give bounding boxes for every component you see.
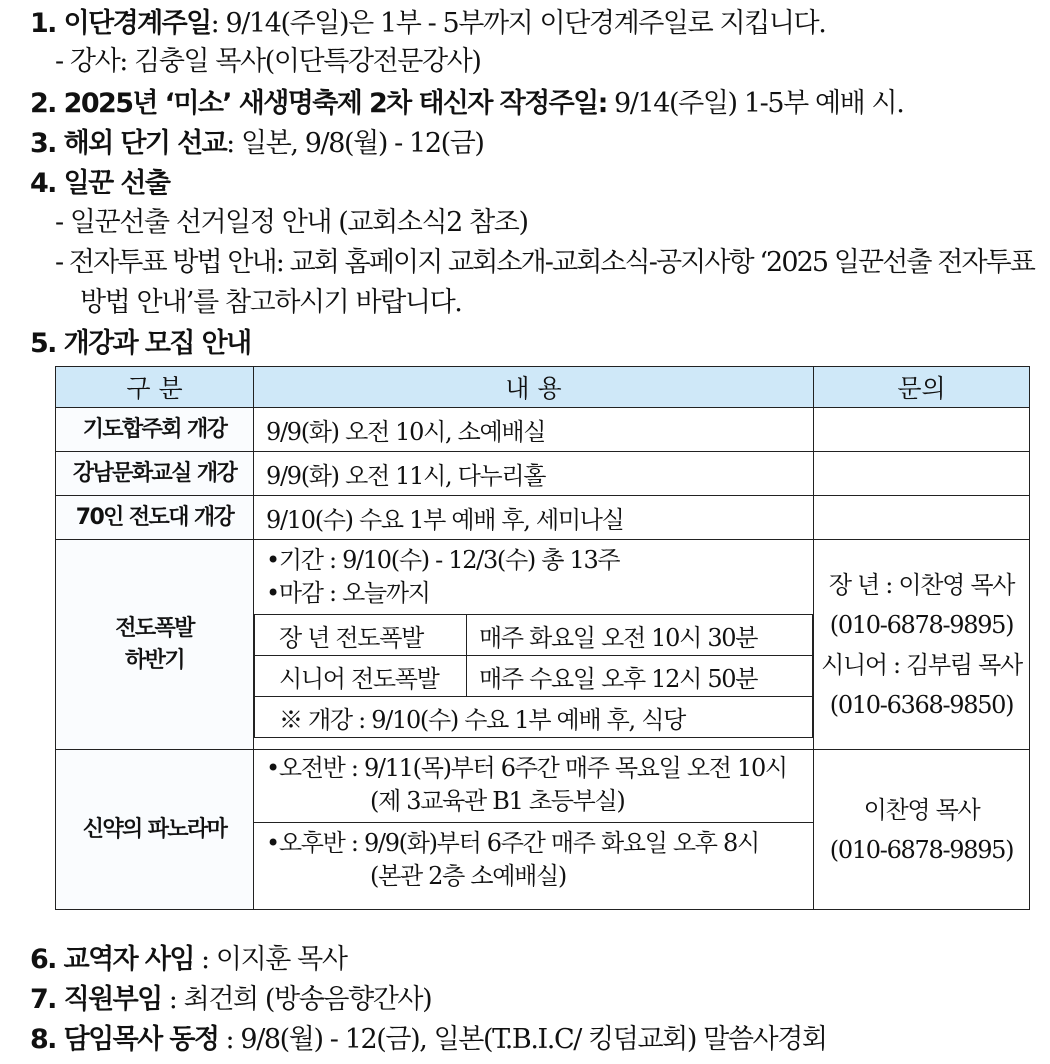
- notice-6-title: 교역자 사임: [63, 944, 194, 975]
- notice-3-number: 3.: [30, 128, 64, 159]
- notice-8-number: 8.: [30, 1024, 64, 1055]
- notice-7-title: 직원부임: [63, 984, 162, 1015]
- notice-6-text: : 이지훈 목사: [193, 944, 347, 975]
- evangelism-category: [56, 540, 254, 750]
- notice-4-title: 일꾼 선출: [63, 168, 170, 199]
- notice-1-text: : 9/14(주일)은 1부 - 5부까지 이단경계주일로 지킵니다.: [210, 8, 826, 39]
- evangelism-class-row: [255, 615, 813, 656]
- evangelism-opening-row: [255, 697, 813, 738]
- notice-7: [30, 982, 431, 1018]
- evangelism-content: [254, 540, 814, 750]
- evangelism-opening: ※ 개강 : 9/10(수) 수요 1부 예배 후, 식당: [255, 697, 813, 738]
- row-category: 강남문화교실 개강: [56, 452, 254, 496]
- notice-1-title: 이단경계주일: [63, 8, 211, 39]
- nt-category: 신약의 파노라마: [56, 750, 254, 910]
- notice-7-number: 7.: [30, 984, 64, 1015]
- row-content: 9/9(화) 오전 11시, 다누리홀: [254, 452, 814, 496]
- notice-3-title: 해외 단기 선교: [63, 128, 227, 159]
- evangelism-period: •기간 : 9/10(수) - 12/3(수) 총 13주: [266, 546, 620, 574]
- row-inquiry: [814, 452, 1030, 496]
- notice-4-number: 4.: [30, 168, 64, 199]
- notice-2-text: 9/14(주일) 1-5부 예배 시.: [606, 88, 904, 119]
- evangelism-category-line-1: 전도폭발: [115, 615, 194, 641]
- row-inquiry: [814, 496, 1030, 540]
- notice-1-sub: - 강사: 김충일 목사(이단특강전문강사): [55, 46, 481, 77]
- row-category: 70인 전도대 개강: [56, 496, 254, 540]
- nt-inquiry-pastor: 이찬영 목사: [863, 795, 980, 824]
- notice-4-sub-1: - 일꾼선출 선거일정 안내 (교회소식2 참조): [55, 207, 528, 238]
- table-row-evangelism: [56, 540, 1030, 750]
- inquiry-adult-phone: (010-6878-9895): [829, 610, 1014, 639]
- table-row: [56, 496, 1030, 540]
- notice-5: [30, 326, 251, 362]
- notice-1-number: 1.: [30, 8, 64, 39]
- notice-5-number: 5.: [30, 328, 64, 359]
- program-table: [55, 366, 1030, 910]
- table-row: [56, 452, 1030, 496]
- notice-6-number: 6.: [30, 944, 64, 975]
- row-category: 기도합주회 개강: [56, 408, 254, 452]
- evangelism-deadline: •마감 : 오늘까지: [266, 579, 430, 607]
- notice-7-text: : 최건희 (방송음향간사): [161, 984, 432, 1015]
- nt-inquiry: [814, 750, 1030, 910]
- notice-5-title: 개강과 모집 안내: [63, 328, 251, 359]
- class-time: 매주 화요일 오전 10시 30분: [467, 615, 813, 656]
- notice-8-text: : 9/8(월) - 12(금), 일본(T.B.I.C/ 킹덤교회) 말씀사경회: [218, 1024, 827, 1055]
- notice-4-sub-3: 방법 안내’를 참고하시기 바랍니다.: [80, 287, 462, 318]
- notice-2: [30, 86, 903, 122]
- evangelism-inquiry: [814, 540, 1030, 750]
- nt-pm-line-2: (본관 2층 소예배실): [370, 862, 566, 890]
- row-inquiry: [814, 408, 1030, 452]
- notice-4-sub-2: - 전자투표 방법 안내: 교회 홈페이지 교회소개-교회소식-공지사항 ‘2025 일꾼선출 전자투표: [55, 247, 1034, 278]
- evangelism-category-line-2: 하반기: [125, 647, 184, 673]
- inquiry-senior-pastor: 시니어 : 김부림 목사: [821, 650, 1022, 679]
- evangelism-class-table: [254, 614, 813, 738]
- table-row: [56, 408, 1030, 452]
- row-content: 9/10(수) 수요 1부 예배 후, 세미나실: [254, 496, 814, 540]
- notice-4: [30, 166, 169, 202]
- nt-pm-line-1: •오후반 : 9/9(화)부터 6주간 매주 화요일 오후 8시: [266, 829, 759, 857]
- notice-6: [30, 942, 347, 978]
- notice-8-title: 담임목사 동정: [63, 1024, 219, 1055]
- table-header-row: [56, 367, 1030, 408]
- notice-3-text: : 일본, 9/8(월) - 12(금): [226, 128, 484, 159]
- evangelism-class-row: [255, 656, 813, 697]
- class-time: 매주 수요일 오후 12시 50분: [467, 656, 813, 697]
- header-category: 구 분: [56, 367, 254, 408]
- class-name: 장 년 전도폭발: [255, 615, 467, 656]
- nt-am-line-1: •오전반 : 9/11(목)부터 6주간 매주 목요일 오전 10시: [266, 754, 787, 782]
- header-content: 내 용: [254, 367, 814, 408]
- nt-inquiry-phone: (010-6878-9895): [829, 835, 1014, 864]
- notice-3: [30, 126, 484, 162]
- notice-2-title: 2025년 ‘미소’ 새생명축제 2차 태신자 작정주일:: [63, 88, 607, 119]
- table-row-nt-panorama: [56, 750, 1030, 910]
- notice-8: [30, 1022, 827, 1058]
- notice-2-number: 2.: [30, 88, 64, 119]
- nt-content: [254, 750, 814, 910]
- inquiry-senior-phone: (010-6368-9850): [829, 690, 1014, 719]
- nt-am-line-2: (제 3교육관 B1 초등부실): [370, 787, 625, 815]
- notice-1: [30, 6, 825, 42]
- row-content: 9/9(화) 오전 10시, 소예배실: [254, 408, 814, 452]
- class-name: 시니어 전도폭발: [255, 656, 467, 697]
- header-inquiry: 문의: [814, 367, 1030, 408]
- inquiry-adult-pastor: 장 년 : 이찬영 목사: [828, 570, 1015, 599]
